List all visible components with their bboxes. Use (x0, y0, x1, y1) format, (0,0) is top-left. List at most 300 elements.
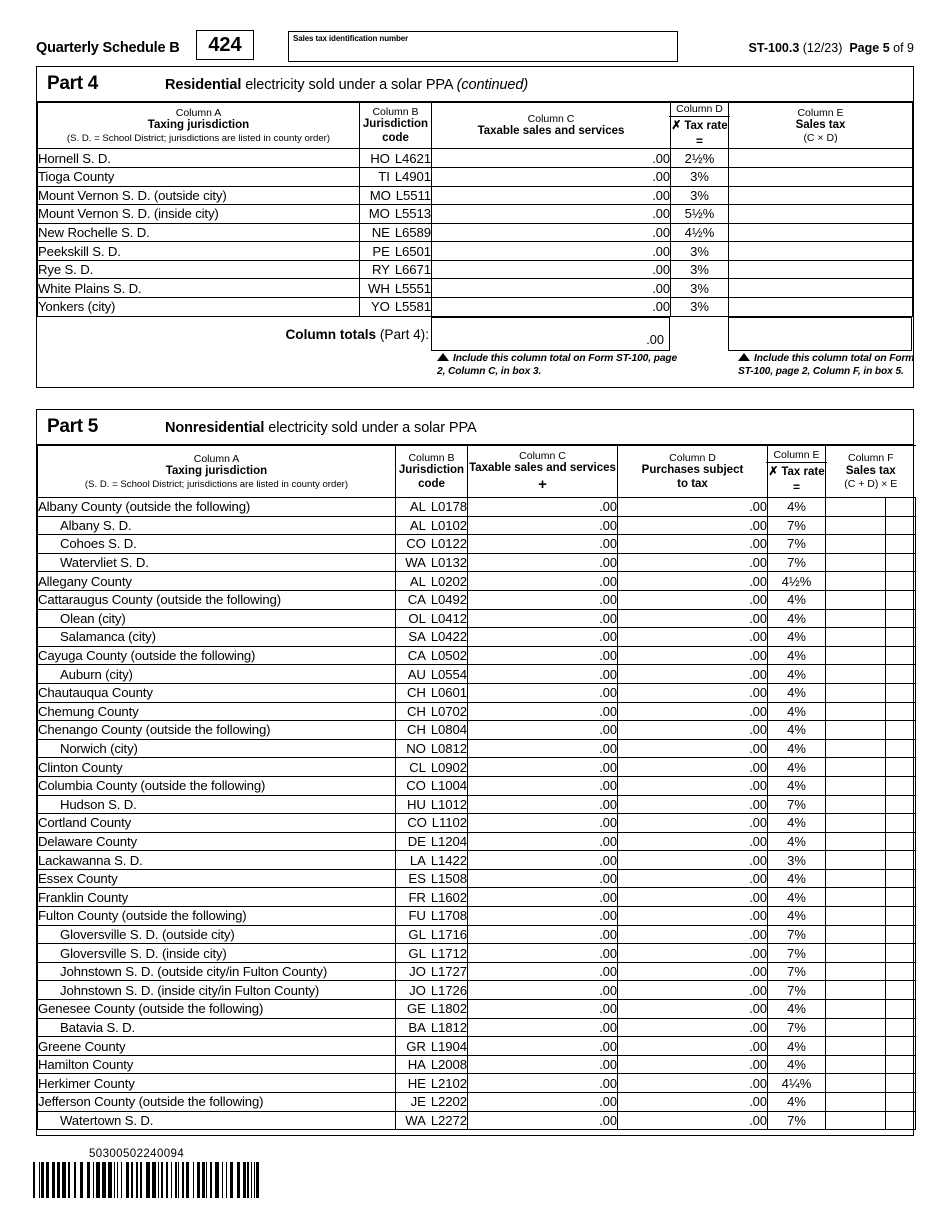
tax-rate-cell: 4% (768, 1000, 826, 1019)
table-row (38, 167, 913, 186)
jurisdiction-cell: Albany County (outside the following) (38, 498, 396, 517)
sales-tax-input[interactable] (826, 1093, 886, 1112)
col-d-name: Column D (669, 100, 730, 117)
sales-tax-input[interactable] (729, 242, 913, 261)
tax-rate-cell: 3% (671, 260, 729, 279)
taxable-sales-input[interactable]: .00 (468, 646, 618, 665)
col-c-header (468, 446, 618, 498)
jurisdiction-cell: Chenango County (outside the following) (38, 721, 396, 740)
sales-tax-input[interactable] (826, 1000, 886, 1019)
sales-tax-cents-input[interactable] (886, 739, 916, 758)
table-row (38, 1037, 916, 1056)
purchases-subject-to-tax-input[interactable]: .00 (618, 553, 768, 572)
page-word: Page (849, 41, 880, 55)
sales-tax-input[interactable] (826, 814, 886, 833)
table-row (38, 907, 916, 926)
jurisdiction-cell: White Plains S. D. (38, 279, 360, 298)
sales-tax-input[interactable] (826, 869, 886, 888)
jurisdiction-code-cell: RY L6671 (360, 260, 432, 279)
sales-tax-cents-input[interactable] (886, 609, 916, 628)
col-b-name: Column B (372, 105, 419, 118)
tax-rate-cell: 7% (768, 553, 826, 572)
taxable-sales-input[interactable]: .00 (432, 279, 671, 298)
taxable-sales-input[interactable]: .00 (468, 776, 618, 795)
sales-tax-cents-input[interactable] (886, 1093, 916, 1112)
schedule-title: Quarterly Schedule B (36, 40, 180, 56)
sales-tax-input[interactable] (729, 205, 913, 224)
sales-tax-cents-input[interactable] (886, 702, 916, 721)
taxable-sales-input[interactable]: .00 (468, 851, 618, 870)
part-4-footnote-column-e (738, 352, 916, 378)
sales-tax-input[interactable] (826, 702, 886, 721)
purchases-subject-to-tax-input[interactable]: .00 (618, 572, 768, 591)
col-a-note: (S. D. = School District; jurisdictions are listed in county order) (66, 132, 331, 144)
purchases-subject-to-tax-input[interactable]: .00 (618, 721, 768, 740)
page-header (36, 30, 914, 66)
col-c-title-line (468, 462, 617, 493)
purchases-subject-to-tax-input[interactable]: .00 (618, 590, 768, 609)
part-4-total-column-c[interactable] (431, 317, 670, 351)
jurisdiction-cell: Mount Vernon S. D. (outside city) (38, 186, 360, 205)
taxable-sales-input[interactable]: .00 (468, 516, 618, 535)
sales-tax-cents-input[interactable] (886, 1018, 916, 1037)
part-4-desc-rest: electricity sold under a solar PPA (245, 77, 453, 93)
purchases-subject-to-tax-input[interactable]: .00 (618, 1074, 768, 1093)
sales-tax-input[interactable] (826, 516, 886, 535)
jurisdiction-code-cell: JO L1727 (396, 962, 468, 981)
taxable-sales-input[interactable]: .00 (432, 149, 671, 168)
part-4-section (36, 66, 914, 388)
tax-rate-cell: 7% (768, 981, 826, 1000)
col-b-header (396, 446, 468, 498)
purchases-subject-to-tax-input[interactable]: .00 (618, 851, 768, 870)
col-f-formula: (C + D) × E (844, 478, 898, 491)
taxable-sales-input[interactable]: .00 (432, 260, 671, 279)
purchases-subject-to-tax-input[interactable]: .00 (618, 1093, 768, 1112)
purchases-subject-to-tax-input[interactable]: .00 (618, 888, 768, 907)
tax-rate-cell: 3% (671, 298, 729, 317)
sales-tax-cents-input[interactable] (886, 795, 916, 814)
jurisdiction-cell: Salamanca (city) (38, 628, 396, 647)
table-row (38, 1018, 916, 1037)
table-row (38, 572, 916, 591)
sales-tax-input[interactable] (729, 279, 913, 298)
taxable-sales-input[interactable]: .00 (468, 962, 618, 981)
sales-tax-cents-input[interactable] (886, 1000, 916, 1019)
form-id: ST-100.3 (748, 41, 800, 55)
taxable-sales-input[interactable]: .00 (468, 1111, 618, 1130)
jurisdiction-cell: Yonkers (city) (38, 298, 360, 317)
jurisdiction-code-cell: CL L0902 (396, 758, 468, 777)
totals-label-bold: Column totals (285, 326, 377, 342)
col-a-name: Column A (175, 107, 222, 120)
table-row (38, 646, 916, 665)
taxable-sales-input[interactable]: .00 (432, 223, 671, 242)
tax-rate-cell: 7% (768, 925, 826, 944)
taxable-sales-input[interactable]: .00 (468, 609, 618, 628)
purchases-subject-to-tax-input[interactable]: .00 (618, 739, 768, 758)
taxable-sales-input[interactable]: .00 (468, 944, 618, 963)
sales-tax-input[interactable] (826, 665, 886, 684)
purchases-subject-to-tax-input[interactable]: .00 (618, 944, 768, 963)
col-e-title: Sales tax (795, 118, 846, 131)
col-b-title: Jurisdiction (362, 118, 429, 131)
col-a-header (38, 103, 360, 149)
sales-tax-cents-input[interactable] (886, 814, 916, 833)
col-d-title: Tax rate (684, 120, 728, 133)
taxable-sales-input[interactable]: .00 (432, 186, 671, 205)
purchases-subject-to-tax-input[interactable]: .00 (618, 776, 768, 795)
part-4-description (165, 77, 528, 93)
jurisdiction-code-cell: WH L5551 (360, 279, 432, 298)
taxable-sales-input[interactable]: .00 (468, 683, 618, 702)
sales-tax-input[interactable] (826, 981, 886, 1000)
taxable-sales-input[interactable]: .00 (468, 665, 618, 684)
taxable-sales-input[interactable]: .00 (432, 298, 671, 317)
table-row (38, 962, 916, 981)
tax-rate-cell: 4% (768, 665, 826, 684)
sales-tax-input[interactable] (729, 167, 913, 186)
sales-tax-cents-input[interactable] (886, 758, 916, 777)
sales-tax-input[interactable] (826, 851, 886, 870)
part-4-table (37, 102, 913, 317)
purchases-subject-to-tax-input[interactable]: .00 (618, 516, 768, 535)
jurisdiction-cell: Olean (city) (38, 609, 396, 628)
sales-tax-input[interactable] (826, 776, 886, 795)
table-row (38, 242, 913, 261)
sales-tax-input[interactable] (826, 721, 886, 740)
tax-rate-cell: 2½% (671, 149, 729, 168)
sales-tax-cents-input[interactable] (886, 832, 916, 851)
table-row (38, 888, 916, 907)
tax-rate-cell: 4½% (671, 223, 729, 242)
taxable-sales-input[interactable]: .00 (468, 907, 618, 926)
purchases-subject-to-tax-input[interactable]: .00 (618, 1055, 768, 1074)
sales-tax-input[interactable] (826, 498, 886, 517)
taxable-sales-input[interactable]: .00 (468, 1000, 618, 1019)
jurisdiction-code-cell: AL L0178 (396, 498, 468, 517)
taxable-sales-input[interactable]: .00 (468, 628, 618, 647)
jurisdiction-cell: Gloversville S. D. (outside city) (38, 925, 396, 944)
jurisdiction-cell: Herkimer County (38, 1074, 396, 1093)
taxable-sales-input[interactable]: .00 (432, 205, 671, 224)
col-d-name: Column D (669, 451, 716, 464)
jurisdiction-cell: Batavia S. D. (38, 1018, 396, 1037)
table-row (38, 776, 916, 795)
tax-rate-cell: 4% (768, 1093, 826, 1112)
col-c-name: Column C (527, 112, 575, 125)
purchases-subject-to-tax-input[interactable]: .00 (618, 1000, 768, 1019)
sales-tax-input[interactable] (729, 260, 913, 279)
col-a-title: Taxing jurisdiction (165, 465, 268, 478)
jurisdiction-cell: Hamilton County (38, 1055, 396, 1074)
purchases-subject-to-tax-input[interactable]: .00 (618, 498, 768, 517)
purchases-subject-to-tax-input[interactable]: .00 (618, 814, 768, 833)
taxable-sales-input[interactable]: .00 (468, 1074, 618, 1093)
tax-rate-cell: 4% (768, 628, 826, 647)
table-row (38, 1074, 916, 1093)
form-revision: (12/23) (802, 41, 843, 55)
purchases-subject-to-tax-input[interactable]: .00 (618, 758, 768, 777)
purchases-subject-to-tax-input[interactable]: .00 (618, 925, 768, 944)
sales-tax-cents-input[interactable] (886, 944, 916, 963)
sales-tax-input[interactable] (826, 572, 886, 591)
sales-tax-cents-input[interactable] (886, 907, 916, 926)
sales-tax-input[interactable] (826, 888, 886, 907)
sales-tax-input[interactable] (729, 223, 913, 242)
jurisdiction-code-cell: WA L2272 (396, 1111, 468, 1130)
col-c-name: Column C (519, 449, 566, 462)
jurisdiction-cell: Franklin County (38, 888, 396, 907)
purchases-subject-to-tax-input[interactable]: .00 (618, 535, 768, 554)
tax-rate-cell: 4% (768, 1037, 826, 1056)
table-row (38, 832, 916, 851)
purchases-subject-to-tax-input[interactable]: .00 (618, 1111, 768, 1130)
jurisdiction-cell: Cohoes S. D. (38, 535, 396, 554)
col-f-header (826, 446, 916, 498)
sales-tax-cents-input[interactable] (886, 590, 916, 609)
part-5-section (36, 409, 914, 1136)
tax-rate-cell: 3% (768, 851, 826, 870)
purchases-subject-to-tax-input[interactable]: .00 (618, 869, 768, 888)
sales-tax-cents-input[interactable] (886, 962, 916, 981)
table-row (38, 851, 916, 870)
sales-tax-input[interactable] (826, 1055, 886, 1074)
sales-tax-id-label: Sales tax identification number (293, 34, 409, 43)
taxable-sales-input[interactable]: .00 (468, 795, 618, 814)
jurisdiction-cell: Clinton County (38, 758, 396, 777)
tax-rate-cell: 4% (768, 739, 826, 758)
jurisdiction-cell: Rye S. D. (38, 260, 360, 279)
tax-rate-cell: 4% (768, 869, 826, 888)
sales-tax-id-field[interactable] (288, 31, 678, 62)
taxable-sales-input[interactable]: .00 (468, 925, 618, 944)
purchases-subject-to-tax-input[interactable]: .00 (618, 981, 768, 1000)
taxable-sales-input[interactable]: .00 (468, 1093, 618, 1112)
tax-rate-cell: 4% (768, 498, 826, 517)
taxable-sales-input[interactable]: .00 (468, 814, 618, 833)
sales-tax-input[interactable] (826, 944, 886, 963)
col-e-formula: (C × D) (803, 132, 838, 145)
table-row (38, 944, 916, 963)
tax-rate-cell: 3% (671, 242, 729, 261)
sales-tax-input[interactable] (826, 907, 886, 926)
purchases-subject-to-tax-input[interactable]: .00 (618, 628, 768, 647)
tax-rate-cell: 4% (768, 1055, 826, 1074)
tax-rate-cell: 4% (768, 832, 826, 851)
table-row (38, 814, 916, 833)
triangle-pointer-icon (738, 353, 750, 361)
sales-tax-input[interactable] (826, 535, 886, 554)
sales-tax-cents-input[interactable] (886, 628, 916, 647)
taxable-sales-input[interactable]: .00 (468, 888, 618, 907)
sales-tax-cents-input[interactable] (886, 776, 916, 795)
table-row (38, 795, 916, 814)
sales-tax-cents-input[interactable] (886, 1037, 916, 1056)
sales-tax-input[interactable] (826, 1037, 886, 1056)
jurisdiction-code-cell: FU L1708 (396, 907, 468, 926)
sales-tax-cents-input[interactable] (886, 498, 916, 517)
purchases-subject-to-tax-input[interactable]: .00 (618, 795, 768, 814)
col-b-title2: code (418, 477, 445, 490)
jurisdiction-code-cell: WA L0132 (396, 553, 468, 572)
part-4-total-column-e[interactable] (728, 317, 912, 351)
sales-tax-input[interactable] (826, 758, 886, 777)
jurisdiction-code-cell: CA L0502 (396, 646, 468, 665)
part-4-label: Part 4 (47, 73, 99, 94)
purchases-subject-to-tax-input[interactable]: .00 (618, 907, 768, 926)
jurisdiction-code-cell: ES L1508 (396, 869, 468, 888)
purchases-subject-to-tax-input[interactable]: .00 (618, 1018, 768, 1037)
jurisdiction-cell: Peekskill S. D. (38, 242, 360, 261)
taxable-sales-input[interactable]: .00 (432, 167, 671, 186)
col-b-title2: code (382, 131, 409, 144)
sales-tax-cents-input[interactable] (886, 683, 916, 702)
col-c-title: Taxable sales and services (477, 125, 625, 138)
page-of: of 9 (893, 41, 914, 55)
sales-tax-input[interactable] (826, 832, 886, 851)
taxable-sales-input[interactable]: .00 (468, 535, 618, 554)
sales-tax-cents-input[interactable] (886, 516, 916, 535)
table-row (38, 683, 916, 702)
table-row (38, 149, 913, 168)
sales-tax-input[interactable] (826, 739, 886, 758)
col-d-rate-line (671, 118, 728, 148)
sales-tax-input[interactable] (826, 795, 886, 814)
table-row (38, 628, 916, 647)
col-e-header (768, 446, 826, 498)
barcode-number: 50300502240094 (89, 1148, 185, 1160)
sales-tax-input[interactable] (729, 298, 913, 317)
taxable-sales-input[interactable]: .00 (468, 702, 618, 721)
col-e-rate-line (768, 464, 825, 494)
part-4-banner (37, 67, 913, 102)
sales-tax-input[interactable] (826, 925, 886, 944)
sales-tax-input[interactable] (826, 1074, 886, 1093)
part-5-banner (37, 410, 913, 445)
col-e-name: Column E (766, 446, 827, 463)
table-row (38, 609, 916, 628)
sales-tax-cents-input[interactable] (886, 553, 916, 572)
purchases-subject-to-tax-input[interactable]: .00 (618, 1037, 768, 1056)
jurisdiction-cell: Albany S. D. (38, 516, 396, 535)
sales-tax-cents-input[interactable] (886, 646, 916, 665)
sales-tax-cents-input[interactable] (886, 851, 916, 870)
col-f-name: Column F (848, 452, 894, 465)
taxable-sales-input[interactable]: .00 (468, 869, 618, 888)
sales-tax-input[interactable] (826, 962, 886, 981)
tax-rate-cell: 4% (768, 814, 826, 833)
table-row (38, 186, 913, 205)
purchases-subject-to-tax-input[interactable]: .00 (618, 646, 768, 665)
sales-tax-cents-input[interactable] (886, 869, 916, 888)
jurisdiction-code-cell: SA L0422 (396, 628, 468, 647)
jurisdiction-code-cell: AL L0202 (396, 572, 468, 591)
jurisdiction-code-cell: OL L0412 (396, 609, 468, 628)
jurisdiction-code-cell: HO L4621 (360, 149, 432, 168)
purchases-subject-to-tax-input[interactable]: .00 (618, 702, 768, 721)
taxable-sales-input[interactable]: .00 (468, 553, 618, 572)
tax-rate-cell: 3% (671, 186, 729, 205)
sales-tax-input[interactable] (826, 1018, 886, 1037)
col-e-name: Column E (797, 106, 844, 119)
part-5-table (37, 445, 916, 1130)
purchases-subject-to-tax-input[interactable]: .00 (618, 683, 768, 702)
multiply-icon: ✗ (671, 118, 682, 133)
barcode-area (33, 1148, 263, 1198)
taxable-sales-input[interactable]: .00 (468, 498, 618, 517)
equals-icon: = (695, 133, 703, 148)
sales-tax-cents-input[interactable] (886, 572, 916, 591)
col-a-name: Column A (193, 452, 240, 465)
col-a-header (38, 446, 396, 498)
taxable-sales-input[interactable]: .00 (432, 242, 671, 261)
sales-tax-cents-input[interactable] (886, 535, 916, 554)
sales-tax-cents-input[interactable] (886, 1055, 916, 1074)
sales-tax-input[interactable] (826, 646, 886, 665)
taxable-sales-input[interactable]: .00 (468, 1037, 618, 1056)
sales-tax-cents-input[interactable] (886, 721, 916, 740)
taxable-sales-input[interactable]: .00 (468, 1055, 618, 1074)
taxable-sales-input[interactable]: .00 (468, 572, 618, 591)
taxable-sales-input[interactable]: .00 (468, 739, 618, 758)
purchases-subject-to-tax-input[interactable]: .00 (618, 609, 768, 628)
purchases-subject-to-tax-input[interactable]: .00 (618, 665, 768, 684)
sales-tax-input[interactable] (826, 628, 886, 647)
tax-rate-cell: 7% (768, 535, 826, 554)
col-c-header (432, 103, 671, 149)
taxable-sales-input[interactable]: .00 (468, 590, 618, 609)
taxable-sales-input[interactable]: .00 (468, 981, 618, 1000)
jurisdiction-code-cell: HA L2008 (396, 1055, 468, 1074)
equals-icon: = (792, 479, 800, 494)
tax-rate-cell: 4½% (768, 572, 826, 591)
jurisdiction-code-cell: CO L1004 (396, 776, 468, 795)
taxable-sales-input[interactable]: .00 (468, 1018, 618, 1037)
multiply-icon: ✗ (768, 464, 779, 479)
taxable-sales-input[interactable]: .00 (468, 721, 618, 740)
taxable-sales-input[interactable]: .00 (468, 758, 618, 777)
purchases-subject-to-tax-input[interactable]: .00 (618, 832, 768, 851)
part-5-desc-rest: electricity sold under a solar PPA (268, 420, 477, 436)
sales-tax-cents-input[interactable] (886, 665, 916, 684)
sales-tax-cents-input[interactable] (886, 981, 916, 1000)
jurisdiction-cell: New Rochelle S. D. (38, 223, 360, 242)
taxable-sales-input[interactable]: .00 (468, 832, 618, 851)
jurisdiction-cell: Gloversville S. D. (inside city) (38, 944, 396, 963)
sales-tax-input[interactable] (826, 1111, 886, 1130)
table-row (38, 279, 913, 298)
sales-tax-cents-input[interactable] (886, 925, 916, 944)
sales-tax-input[interactable] (729, 149, 913, 168)
part-4-footnote-e-text: Include this column total on Form ST-100, page 2, Column F, in box 5. (738, 353, 915, 378)
sales-tax-cents-input[interactable] (886, 888, 916, 907)
col-d-header (671, 103, 729, 149)
sales-tax-cents-input[interactable] (886, 1111, 916, 1130)
jurisdiction-cell: Auburn (city) (38, 665, 396, 684)
col-b-header (360, 103, 432, 149)
tax-rate-cell: 4¼% (768, 1074, 826, 1093)
sales-tax-input[interactable] (729, 186, 913, 205)
purchases-subject-to-tax-input[interactable]: .00 (618, 962, 768, 981)
table-row (38, 702, 916, 721)
sales-tax-input[interactable] (826, 553, 886, 572)
sales-tax-input[interactable] (826, 609, 886, 628)
sales-tax-cents-input[interactable] (886, 1074, 916, 1093)
triangle-pointer-icon (437, 353, 449, 361)
sales-tax-input[interactable] (826, 590, 886, 609)
sales-tax-input[interactable] (826, 683, 886, 702)
